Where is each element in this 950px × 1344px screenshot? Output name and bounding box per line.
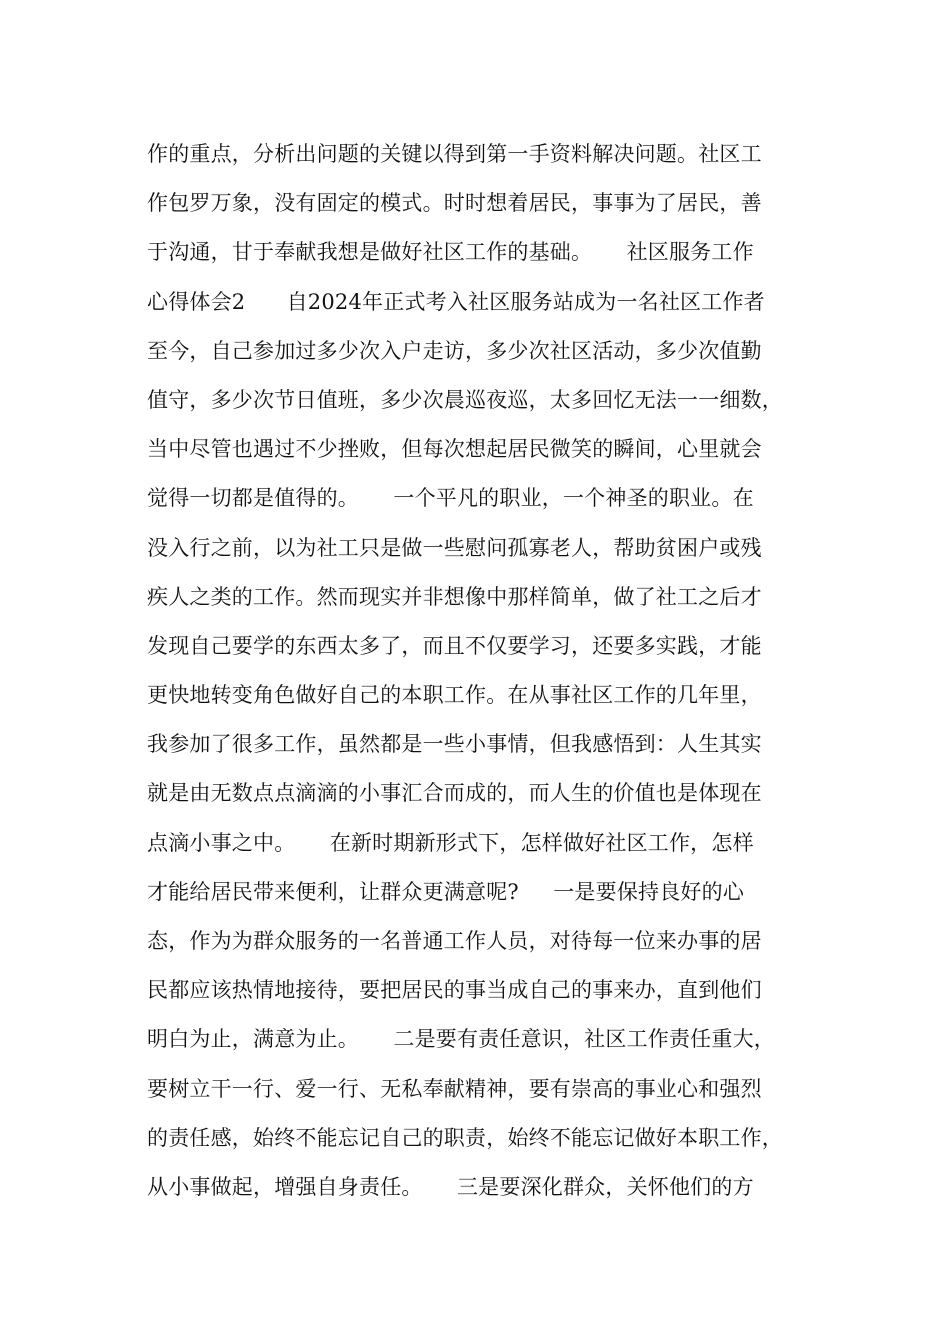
text-line: 点滴小事之中。 在新时期新形式下，怎样做好社区工作，怎样 — [147, 830, 754, 855]
text-line: 态，作为为群众服务的一名普通工作人员，对待每一位来办事的居 — [147, 929, 762, 953]
text-line: 要树立干一行、爱一行、无私奉献精神，要有崇高的事业心和强烈 — [147, 1076, 762, 1101]
text-line: 明白为止，满意为止。 二是要有责任意识，社区工作责任重大， — [147, 1027, 775, 1052]
text-line: 就是由无数点点滴滴的小事汇合而成的，而人生的价值也是体现在 — [147, 781, 762, 806]
text-line: 觉得一切都是值得的。 一个平凡的职业，一个神圣的职业。在 — [147, 486, 754, 511]
text-line: 发现自己要学的东西太多了，而且不仅要学习，还要多实践，才能 — [147, 633, 762, 658]
text-line: 的责任感，始终不能忘记自己的职责，始终不能忘记做好本职工作， — [147, 1125, 783, 1150]
text-line: 才能给居民带来便利，让群众更满意呢? 一是要保持良好的心 — [147, 879, 745, 904]
text-line: 作包罗万象，没有固定的模式。时时想着居民，事事为了居民，善 — [147, 191, 762, 216]
body-text — [147, 130, 837, 1212]
text-line: 从小事做起，增强自身责任。 三是要深化群众，关怀他们的方 — [147, 1174, 754, 1199]
text-line: 更快地转变角色做好自己的本职工作。在从事社区工作的几年里， — [147, 683, 762, 708]
text-line: 我参加了很多工作，虽然都是一些小事情，但我感悟到：人生其实 — [147, 732, 762, 757]
text-line: 没入行之前，以为社工只是做一些慰问孤寡老人，帮助贫困户或残 — [147, 535, 762, 560]
text-line: 作的重点，分析出问题的关键以得到第一手资料解决问题。社区工 — [147, 142, 762, 166]
text-line: 民都应该热情地接待，要把居民的事当成自己的事来办，直到他们 — [147, 978, 762, 1003]
text-line: 当中尽管也遇过不少挫败，但每次想起居民微笑的瞬间，心里就会 — [147, 437, 762, 462]
text-line: 于沟通，甘于奉献我想是做好社区工作的基础。 社区服务工作 — [147, 240, 754, 265]
text-line: 心得体会2 自2024年正式考入社区服务站成为一名社区工作者 — [147, 289, 765, 314]
text-line: 至今，自己参加过多少次入户走访，多少次社区活动，多少次值勤 — [147, 338, 762, 363]
text-line: 值守，多少次节日值班，多少次晨巡夜巡，太多回忆无法一一细数， — [147, 387, 783, 412]
text-line: 疾人之类的工作。然而现实并非想像中那样简单，做了社工之后才 — [147, 584, 762, 609]
